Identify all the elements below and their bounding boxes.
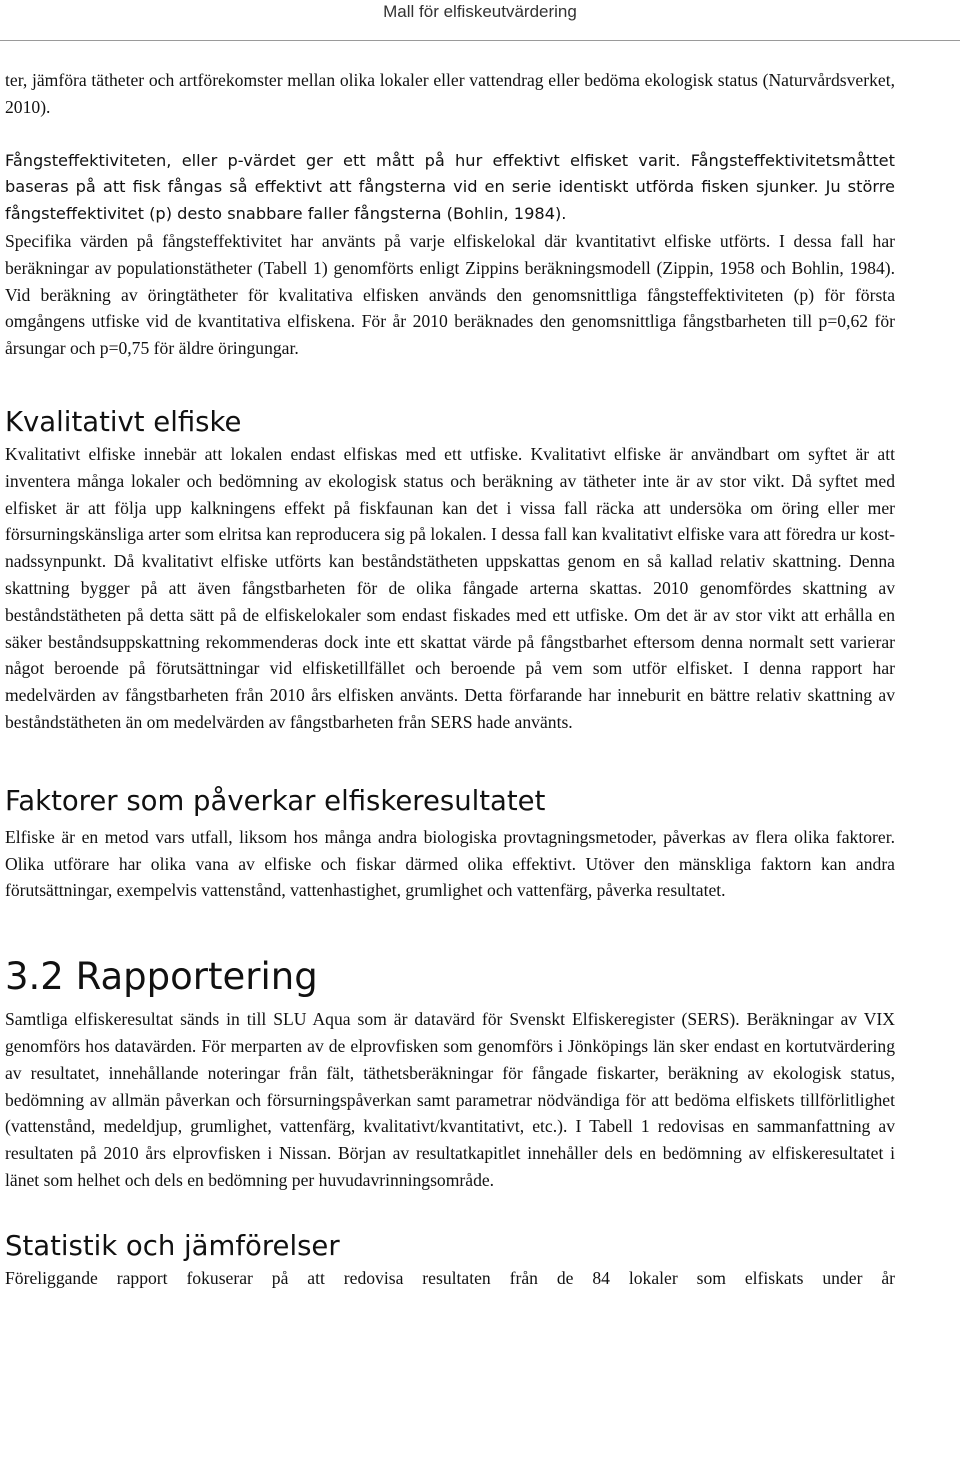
- paragraph-intro-continued: ter, jämföra tätheter och artförekomster mellan olika lokaler eller vattendrag eller bedöma ekologisk status (Naturvårdsverket, 2010).: [5, 70, 895, 117]
- paragraph-statistik: Föreliggande rapport fokuserar på att redovisa resultaten från de 84 lokaler som elfiskats under år: [5, 1267, 895, 1288]
- paragraph-faktorer: Elfiske är en metod vars utfall, liksom hos många andra biologiska provtagningsmetoder, påverkas av flera olika faktorer. Olika utförare har olika vana av elfiske och fiskar därmed olika effektivt. Utöver den mänskliga faktorn kan andra förutsättningar, exempelvis vattenstånd, vattenhastighet, grumlighet och vattenfärg, påverka resultatet.: [5, 826, 895, 901]
- paragraph-catch-efficiency: Fångsteffektiviteten, eller p-värdet ger ett mått på hur effektivt elfisket varit. Fångsteffektivitetsmåttet baseras på att fisk fångas så effektivt att fångsterna vid en serie identiskt utförda fisken sjunker. Ju större fångsteffektivitet (p) desto snabbare faller fångsterna (Bohlin, 1984).: [5, 150, 895, 224]
- heading-kvalitativt-elfiske: Kvalitativt elfiske: [5, 405, 242, 438]
- header-divider: [0, 40, 960, 41]
- paragraph-rapportering: Samtliga elfiskeresultat sänds in till SLU Aqua som är datavärd för Svenskt Elfiskeregister (SERS). Beräkningar av VIX genomförs hos datavärden. För merparten av de elprovfisken som genomförs i Jönköpings län sker endast en kortutvärdering av resultatet, innehållande noteringar från fält, täthetsberäkningar för fångade fiskarter, beräkning av ekologisk status, bedömning av allmän påverkan och försurningspåverkan samt parametrar nödvändiga för att bedöma elfiskets tillförlitlighet (vattenstånd, medeldjup, grumlighet, vattenfärg, kvalitativt/kvantitativt, etc.). I Tabell 1 redovisas en sammanfattning av resultaten på 2010 års elprovfisken i Nissan. Början av resultatkapitlet innehåller dels en bedömning av elfiskeresultatet i länet som helhet och dels en bedömning per huvudavrinningsområde.: [5, 1009, 895, 1190]
- paragraph-kvalitativt-elfiske: Kvalitativt elfiske innebär att lokalen endast elfiskas med ett utfiske. Kvalitativt elfiske är användbart om syftet är att inventera många lokaler och bedömning av ekologisk status och beräkning av tätheter inte är av stor vikt. Då syftet med elfisket är att följa upp kalkningens effekt på fiskfaunan kan det i vissa fall räcka att undersöka om öring eller mer försurningskänsliga arter som elritsa kan reproducera sig på lokalen. I dessa fall kan kvalitativt elfiske vara att föredra ur kostnadssynpunkt. Då kvalitativt elfiske utförts kan beståndstätheten uppskattas genom en så kallad relativ skattning. Denna skattning bygger på att även fångstbarheten för de olika fångade arterna skattas. 2010 genomfördes skattning av beståndstätheten på detta sätt på de elfiskelokaler som endast fiskades med ett utfiske. Om det är av stor vikt att erhålla en säker beståndsuppskattning rekommenderas dock inte ett skattat värde på fångstbarhet eftersom denna normalt sett varierar något beroende på förutsättningar vid elfisketillfället och beroende på vem som utför elfisket. I denna rapport har medelvärden av fångstbarheten från 2010 års elfisken använts. Detta förfarande har inneburit en bättre relativ skattning av beståndstätheten än om medelvärden av fångstbarheten från SERS hade använts.: [5, 443, 895, 732]
- running-header: Mall för elfiskeutvärdering: [383, 2, 577, 21]
- page-content: [5, 67, 895, 1292]
- heading-rapportering: 3.2 Rapportering: [5, 955, 318, 999]
- heading-faktorer: Faktorer som påverkar elfiskeresultatet: [5, 784, 546, 817]
- heading-statistik: Statistik och jämförelser: [5, 1229, 340, 1262]
- paragraph-specific-values: Specifika värden på fångsteffektivitet har använts på varje elfiskelokal där kvantitativt elfiske utförts. I dessa fall har beräkningar av populationstätheter (Tabell 1) genomförts enligt Zippins beräkningsmodell (Zippin, 1958 och Bohlin, 1984). Vid beräkning av öringtätheter för kvalitativa elfisken används den genomsnittliga fångsteffektiviteten (p) för första omgångens utfiske vid de kvantitativa elfiskena. För år 2010 beräknades den genomsnittliga fångstbarheten till p=0,62 för årsungar och p=0,75 för äldre öringungar.: [5, 230, 895, 359]
